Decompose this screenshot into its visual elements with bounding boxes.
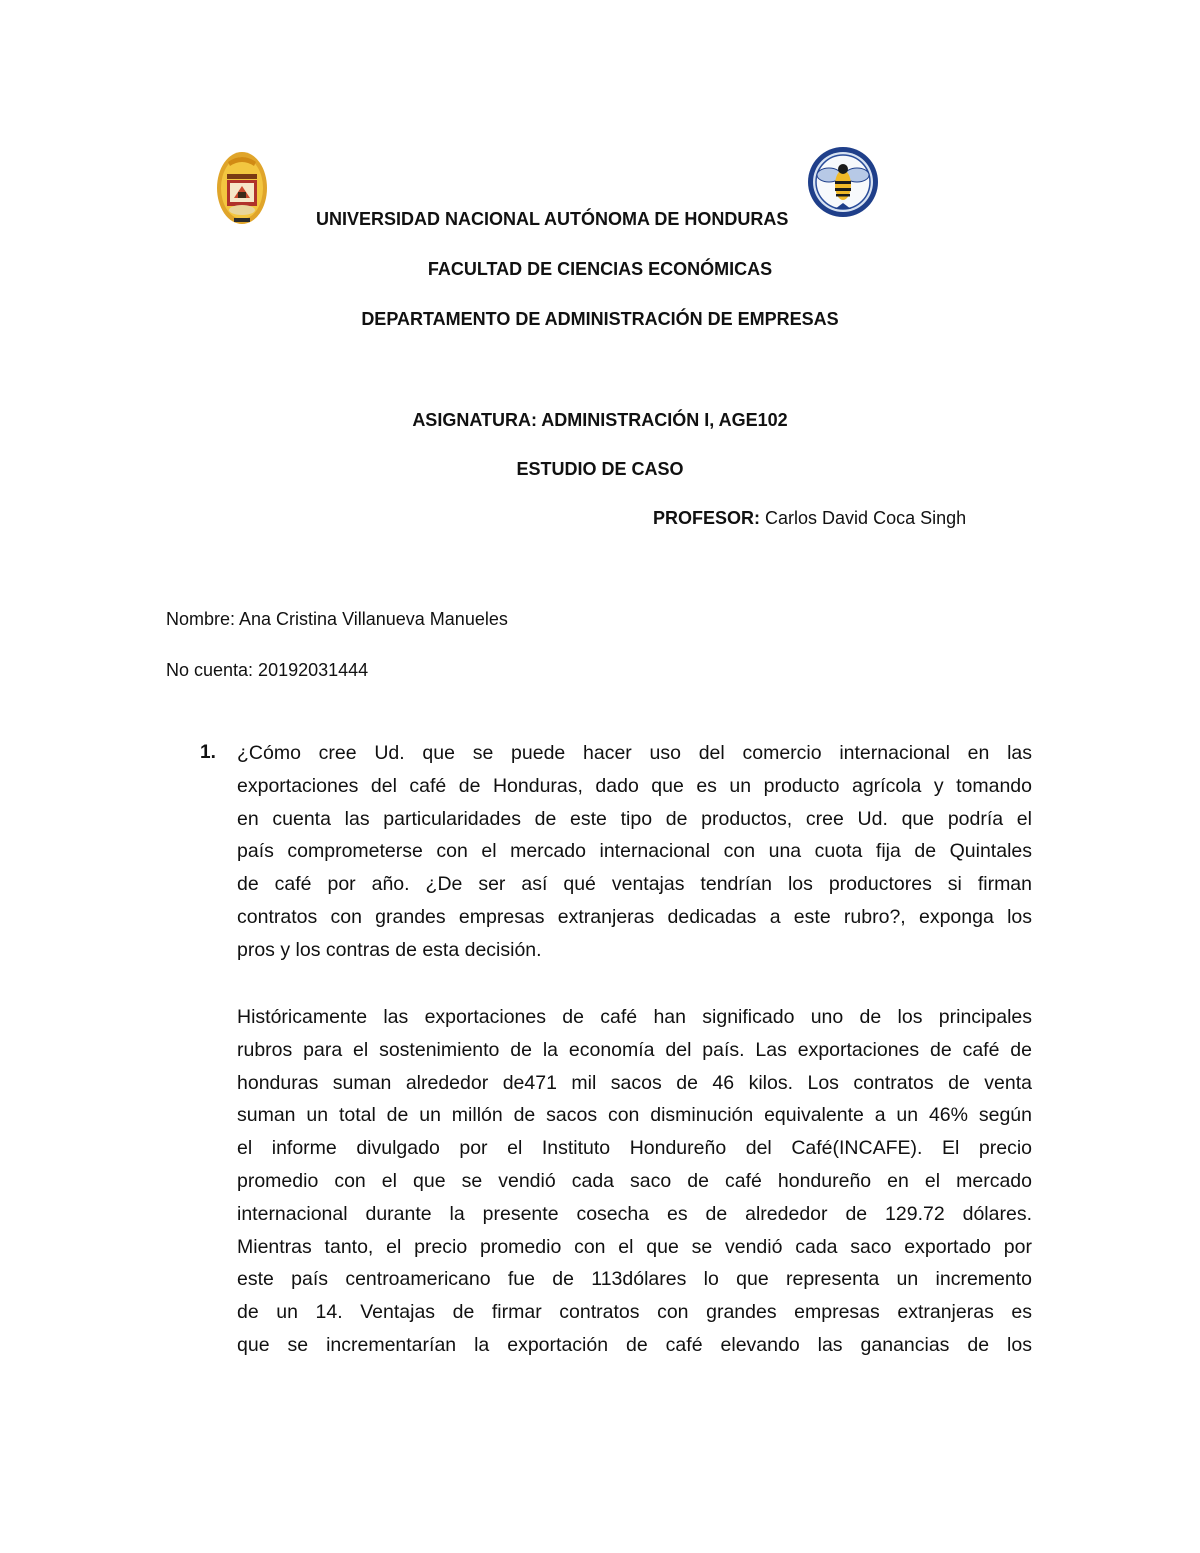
answer-line: Mientras tanto, el precio promedio con el que se vendió cada saco exportado por xyxy=(237,1235,1032,1258)
document-title: ESTUDIO DE CASO xyxy=(516,459,684,479)
question-line: exportaciones del café de Honduras, dado que es un producto agrícola y tomando xyxy=(237,774,1032,797)
answer-line: este país centroamericano fue de 113dólares lo que representa un incremento xyxy=(237,1268,1032,1291)
answer-line: de un 14. Ventajas de firmar contratos con grandes empresas extranjeras es xyxy=(237,1301,1032,1324)
bee-emblem-logo xyxy=(807,145,879,219)
question-line: de café por año. ¿De ser así qué ventajas tendrían los productores si firman xyxy=(237,873,1032,896)
question-text xyxy=(237,737,1032,967)
professor-name: Carlos David Coca Singh xyxy=(765,508,967,528)
question-line: pros y los contras de esta decisión. xyxy=(237,938,542,961)
answer-line: el informe divulgado por el Instituto Hondureño del Café(INCAFE). El precio xyxy=(237,1137,1032,1160)
question-line: ¿Cómo cree Ud. que se puede hacer uso del comercio internacional en las xyxy=(237,742,1032,764)
question-number: 1. xyxy=(200,742,216,763)
university-name: UNIVERSIDAD NACIONAL AUTÓNOMA DE HONDURAS xyxy=(316,209,789,229)
answer-line: internacional durante la presente cosecha es de alrededor de 129.72 dólares. xyxy=(237,1202,1032,1225)
answer-line: que se incrementarían la exportación de café elevando las ganancias de los xyxy=(237,1333,1032,1356)
professor-label: PROFESOR: xyxy=(653,508,761,528)
bee-icon xyxy=(807,145,879,219)
student-account-line: No cuenta: 20192031444 xyxy=(166,660,369,680)
answer-line: Históricamente las exportaciones de café han significado uno de los principales xyxy=(237,1006,1032,1028)
question-line: en cuenta las particularidades de este tipo de productos, cree Ud. que podría el xyxy=(237,807,1032,830)
professor-line xyxy=(653,508,966,529)
answer-text xyxy=(237,1001,1032,1362)
faculty-name: FACULTAD DE CIENCIAS ECONÓMICAS xyxy=(427,259,773,279)
answer-line: honduras suman alrededor de471 mil sacos de 46 kilos. Los contratos de venta xyxy=(237,1071,1032,1094)
question-line: contratos con grandes empresas extranjeras dedicadas a este rubro?, exponga los xyxy=(237,905,1032,928)
question-line: país comprometerse con el mercado internacional con una cuota fija de Quintales xyxy=(237,840,1032,863)
university-seal-logo xyxy=(216,150,268,226)
subject-line: ASIGNATURA: ADMINISTRACIÓN I, AGE102 xyxy=(412,410,788,430)
answer-line: rubros para el sostenimiento de la economía del país. Las exportaciones de café de xyxy=(237,1038,1032,1061)
department-name: DEPARTAMENTO DE ADMINISTRACIÓN DE EMPRESAS xyxy=(361,309,839,329)
answer-line: suman un total de un millón de sacos con disminución equivalente a un 46% según xyxy=(237,1104,1032,1127)
seal-icon xyxy=(216,150,268,226)
answer-line: promedio con el que se vendió cada saco de café hondureño en el mercado xyxy=(237,1169,1032,1192)
student-name-line: Nombre: Ana Cristina Villanueva Manueles xyxy=(166,609,508,629)
